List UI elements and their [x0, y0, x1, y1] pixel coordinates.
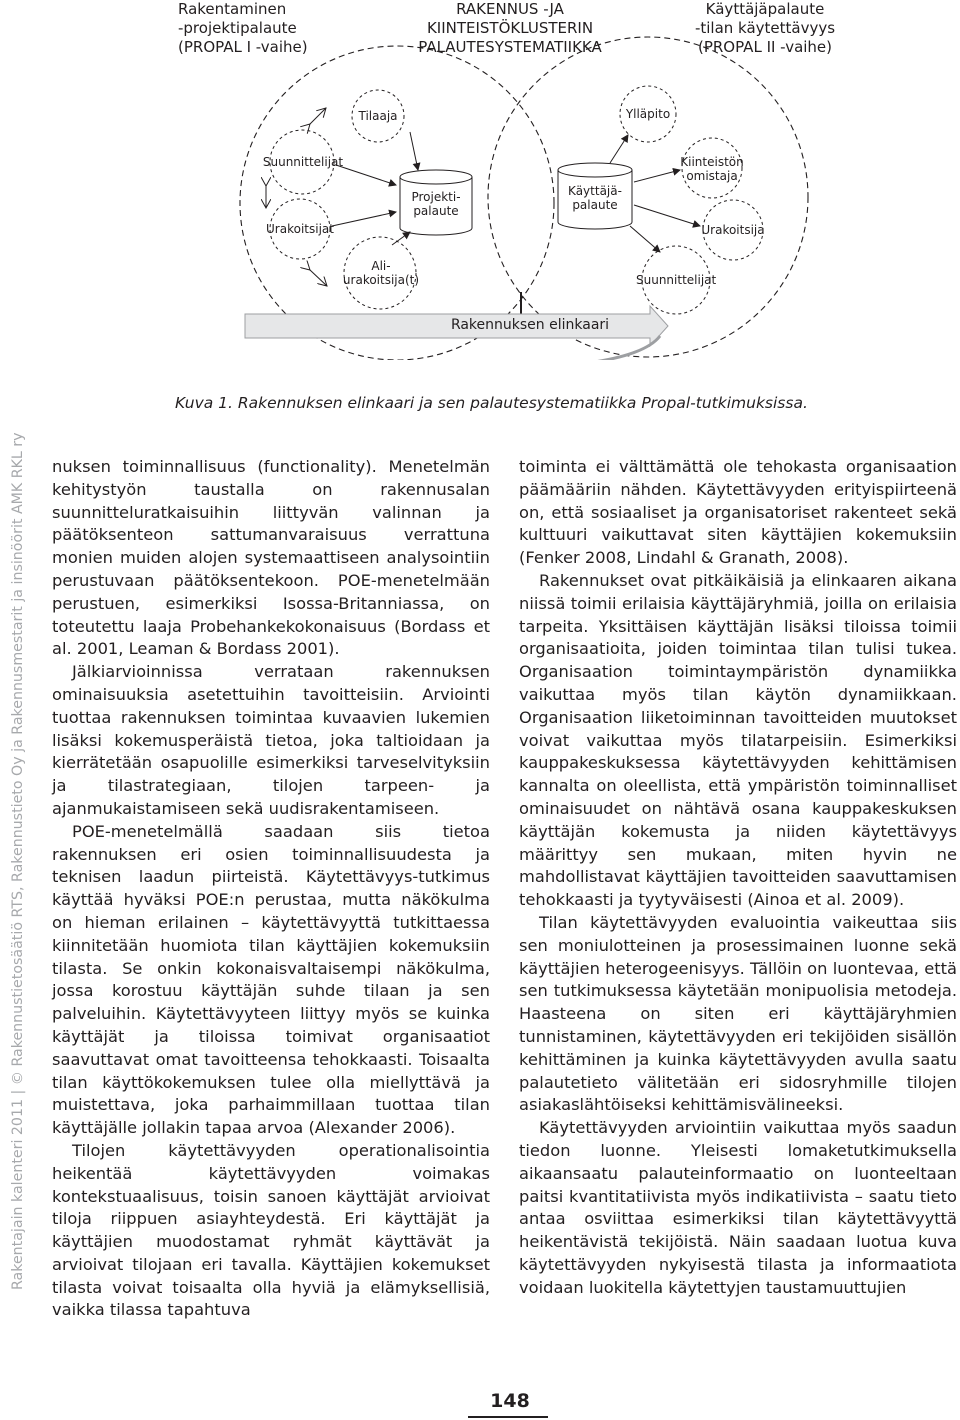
side-copyright-text: Rakentajain kalenteri 2011 | © Rakennustietosäätiö RTS, Rakennustieto Oy ja Rakennusmestarit ja insinöörit AMK RKL ry	[10, 432, 26, 1290]
right-dashed-circle	[488, 37, 808, 357]
page-number-rule	[468, 1416, 548, 1418]
left-column	[52, 456, 490, 1322]
right-paragraph-2: Rakennukset ovat pitkäikäisiä ja elinkaaren aikana niissä toimii erilaisia käyttäjäryhmiä, joilla on erilaisia tarpeita. Yksittäisen käyttäjän lisäksi tiloissa toimii organisaatioita, joiden toimintaa tilan tulisi tukea. Organisaation toimintaympäristön dynamiikka vaikuttaa myös tilan käytön dynamiikkaan. Organisaation liiketoiminnan tavoitteiden muutokset voivat vaikuttaa myös tilatarpeisiin. Esimerkiksi kauppakeskuksessa käytettävyyden kehittämisen kannalta on oleellista, että ympäristön toiminnalliset ominaisuudet on nähtävä osana kauppakeskuksen käyttäjän kokemusta ja niiden käytettävyys määrittyy sen mukaan, miten hyvin ne mahdollistavat käyttäjien tavoitteiden saavuttamisen tehokkaasti ja tyytyväisesti (Ainoa et al. 2009).	[519, 570, 957, 910]
figure-caption	[175, 394, 875, 412]
right-column	[519, 456, 957, 1299]
node-kayttajapalaute	[558, 184, 632, 212]
right-paragraph-4: Käytettävyyden arviointiin vaikuttaa myös saadun tiedon luonne. Yleisesti lomaketutkimuksella aikaansaatu palauteinformaatio on luonteeltaan paitsi kvantitatiivista myös indikatiivista – saatu tieto antaa osviittaa esimerkiksi tilan käytettävyyttä heikentävistä tekijöistä. Näin saadaan luotua kuva käytettävyyden nykyisestä tilasta ja informaatiota voidaan luokitella käytettyjen taustamuuttujien	[519, 1118, 957, 1297]
node-aliurakoitsijat	[340, 259, 422, 287]
header-right-line-1: Käyttäjäpalaute	[705, 0, 825, 18]
node-projektipalaute-line-2: palaute	[413, 204, 459, 218]
node-yllapito: Ylläpito	[625, 107, 671, 121]
node-kayttajapalaute-line-1: Käyttäjä-	[568, 184, 622, 198]
header-center-line-3: PALAUTESYSTEMATIIKKA	[418, 38, 602, 56]
caption-label: Kuva 1.	[175, 394, 233, 412]
node-kayttajapalaute-line-2: palaute	[572, 198, 618, 212]
left-paragraph-1: nuksen toiminnallisuus (functionality). Menetelmän kehitystyön taustalla on rakennusalan suunnitteluratkaisuihin liittyvän valinnan ja päätöksenteon sattumanvaraisuus verrattuna monien muiden alojen systemaattiseen analysointiin perustuvaan päätöksentekoon. POE-menetelmään perustuen, esimerkiksi Isossa-Britanniassa, on toteutettu laaja Probehankekokonaisuus (Bordass et al. 2001, Leaman & Bordass 2001).	[52, 457, 490, 659]
page-number: 148	[490, 1390, 530, 1412]
node-suunnittelijat-left: Suunnittelijat	[262, 155, 344, 169]
lifecycle-figure	[0, 0, 960, 360]
header-left	[178, 0, 308, 57]
node-suunnittelijat-right: Suunnittelijat	[636, 273, 717, 287]
left-paragraph-2: Jälkiarvioinnissa verrataan rakennuksen ominaisuuksia asetettuihin tavoitteisiin. Arviointi tuottaa rakennuksen toimintaa kuvaavien lukemien lisäksi kokemusperäistä tietoa, joka taltioidaan ja kierrätetään osapuolille esimerkiksi tarveselvityksiin ja tilastrategiaan, tilojen tarpeen- ja ajanmukaistamiseen sekä uudisrakentamiseen.	[52, 662, 490, 818]
node-kiinteiston-omistaja-line-1: Kiinteistön	[680, 155, 744, 169]
node-projektipalaute-line-1: Projekti-	[411, 190, 461, 204]
lifecycle-label: Rakennuksen elinkaari	[450, 317, 610, 333]
caption-text: Rakennuksen elinkaari ja sen palautesystematiikka Propal-tutkimuksissa.	[237, 394, 808, 412]
header-left-line-3: (PROPAL I -vaihe)	[178, 38, 308, 56]
node-urakoitsijat: Urakoitsijat	[266, 222, 334, 236]
left-paragraph-4: Tilojen käytettävyyden operationalisointia heikentää käytettävyyden voimakas kontekstuaalisuus, toisin sanoen käyttäjät arvioivat tiloja riippuen asiayhteydestä. Eri käyttäjät ja käyttäjien muodostamat ryhmät käyttävät ja arvioivat tilojaan eri tavalla. Käyttäjien kokemukset tilasta voivat toisaalta olla hyviä ja elämyksellisiä, vaikka tilassa tapahtuva	[52, 1140, 490, 1320]
node-tilaaja: Tilaaja	[358, 109, 398, 123]
header-right-line-3: (PROPAL II -vaihe)	[697, 38, 833, 56]
header-left-line-1: Rakentaminen	[178, 0, 287, 18]
header-center	[410, 0, 610, 57]
node-projektipalaute	[400, 190, 472, 218]
node-kiinteiston-omistaja-line-2: omistaja	[686, 169, 738, 183]
node-aliurakoitsijat-line-1: Ali-	[371, 259, 391, 273]
header-center-line-2: KIINTEISTÖKLUSTERIN	[426, 19, 594, 37]
header-left-line-2: -projektipalaute	[178, 19, 297, 37]
node-kiinteiston-omistaja	[680, 155, 744, 183]
left-paragraph-3: POE-menetelmällä saadaan siis tietoa rakennuksen eri osien toiminnallisuudesta ja teknisen laadun piirteistä. Käytettävyys-tutkimus käyttää hyväksi POE:n perustaa, mutta näkökulma on hieman erilainen – käytettävyyttä tutkittaessa kiinnitetään huomiota tilan käyttäjien kokemuksiin tilasta. Se onkin kokonaisvaltaisempi näkökulma, jossa korostuu käyttäjän suhde tilaan ja sen palveluihin. Käytettävyyteen liittyy myös se kuinka käyttäjät ja tiloissa toimivat organisaatiot saavuttavat omat tavoitteensa tehokkaasti. Toisaalta tilan käyttökokemuksen tulee olla miellyttävä ja muistettava, joka parhaimmillaan tuottaa tilan käyttäjälle jollakin tapaa arvoa (Alexander 2006).	[52, 821, 490, 1138]
header-center-line-1: RAKENNUS -JA	[456, 0, 564, 18]
node-aliurakoitsijat-line-2: urakoitsija(t)	[342, 273, 420, 287]
right-paragraph-3: Tilan käytettävyyden evaluointia vaikeuttaa siis sen moniulotteinen ja prosessimainen luonne sekä käyttäjien heterogeenisyys. Tällöin on luontevaa, että sen tutkimuksessa käytetään monipuolisia metodeja. Haasteena on siten eri käyttäjäryhmien tunnistaminen, käytettävyyden eri tekijöiden sisällön kehittäminen ja kuinka käytettävyyden avulla saatu palautetieto välitetään eri sidosryhmille tilojen asiakaslähtöiseksi kehittämisvälineeksi.	[519, 912, 957, 1115]
right-paragraph-1: toiminta ei välttämättä ole tehokasta organisaation päämääriin nähden. Käytettävyyden erityispiirteenä on, että sosiaaliset ja organisatoriset rakenteet sekä kulttuuri vaikuttavat siten käyttäjien kokemuksiin (Fenker 2008, Lindahl & Granath, 2008).	[519, 457, 957, 568]
node-urakoitsija: Urakoitsija	[701, 223, 765, 237]
header-right-line-2: -tilan käytettävyys	[694, 19, 836, 37]
header-right	[680, 0, 850, 57]
